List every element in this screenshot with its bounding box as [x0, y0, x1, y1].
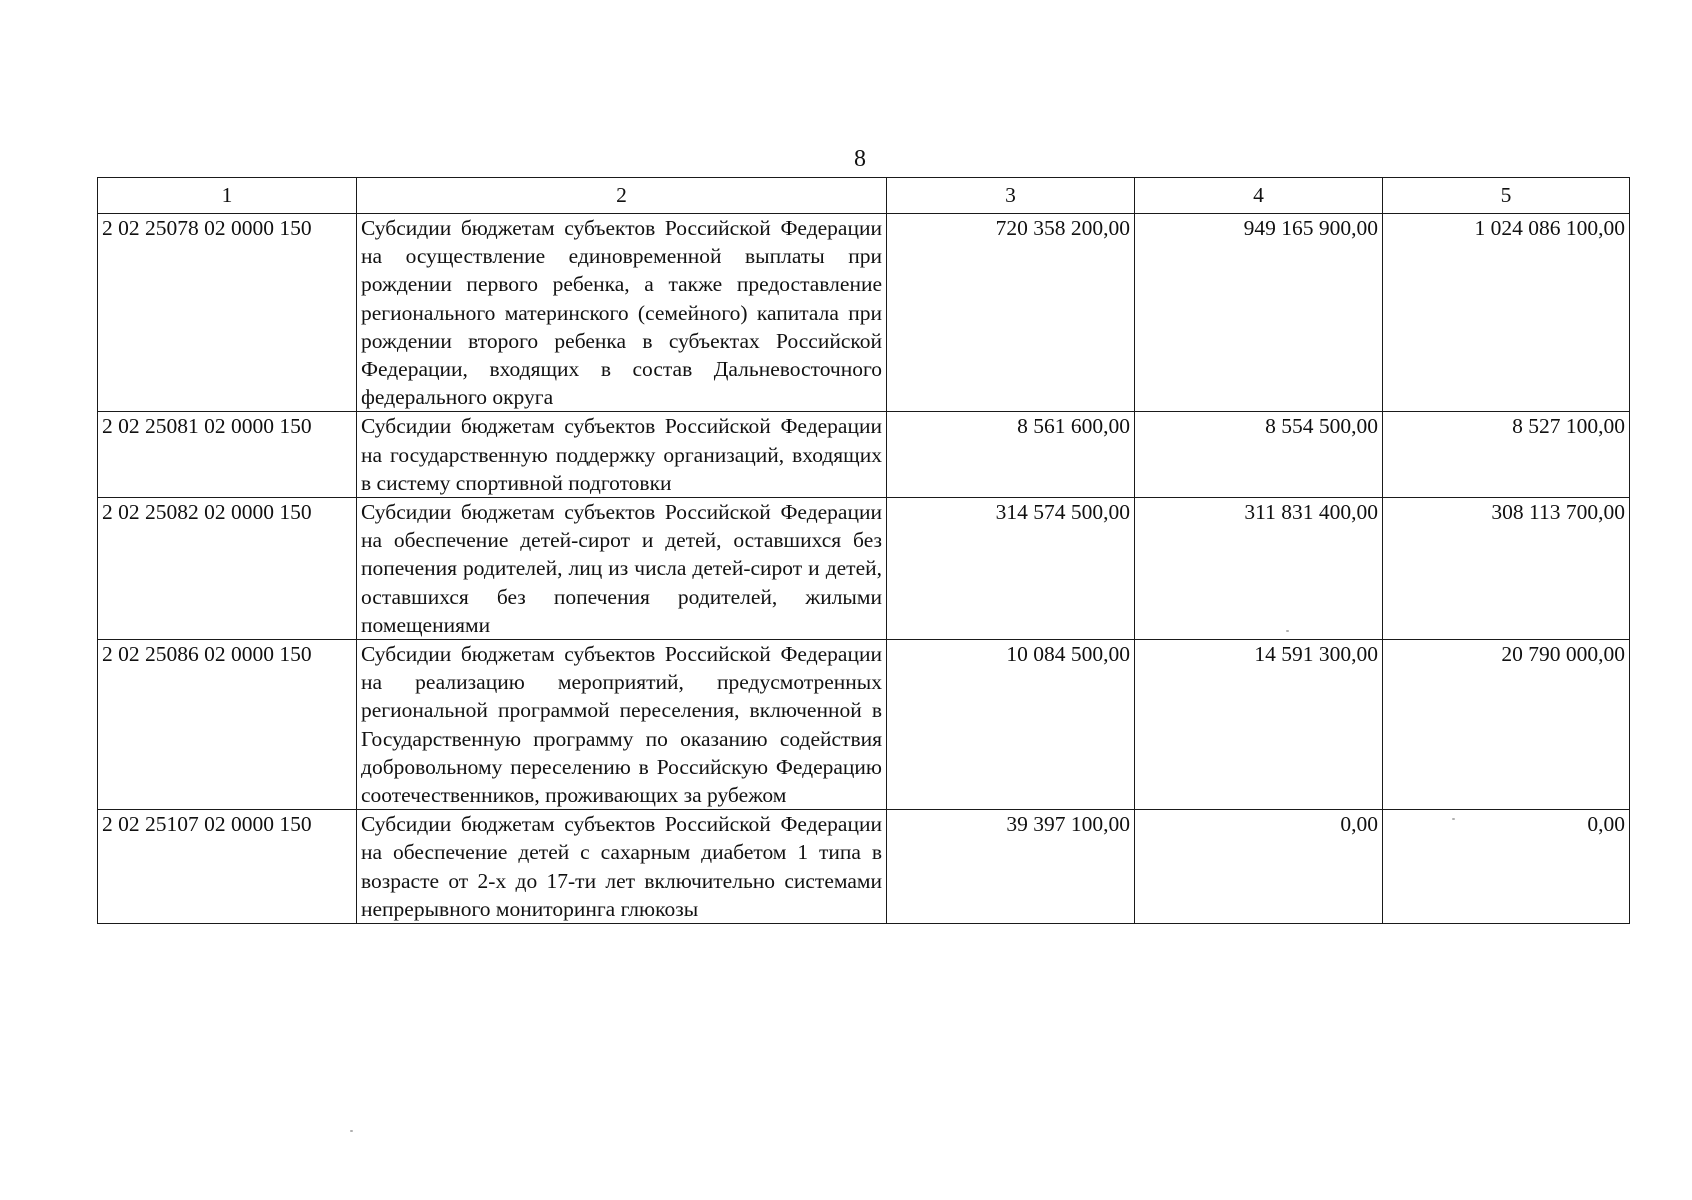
- row-amount-col5: 1 024 086 100,00: [1383, 214, 1630, 412]
- budget-table: [97, 177, 1630, 924]
- row-amount-col4: 0,00: [1135, 810, 1383, 924]
- row-code: 2 02 25078 02 0000 150: [98, 214, 357, 412]
- row-amount-col5: 20 790 000,00: [1383, 640, 1630, 810]
- table-row: [98, 810, 1630, 924]
- column-header-2: 2: [357, 178, 887, 214]
- scan-speck: [350, 1130, 353, 1132]
- row-amount-col4: 14 591 300,00: [1135, 640, 1383, 810]
- column-header-1: 1: [98, 178, 357, 214]
- row-description: Субсидии бюджетам субъектов Российской Федерации на обеспечение детей-сирот и детей, оставшихся без попечения родителей, лиц из числа детей-сирот и детей, оставшихся без попечения родителей, жилыми помещениями: [357, 498, 887, 640]
- row-amount-col3: 39 397 100,00: [887, 810, 1135, 924]
- column-header-3: 3: [887, 178, 1135, 214]
- row-amount-col3: 314 574 500,00: [887, 498, 1135, 640]
- row-amount-col3: 10 084 500,00: [887, 640, 1135, 810]
- scan-speck: [1286, 630, 1289, 632]
- row-amount-col3: 8 561 600,00: [887, 412, 1135, 498]
- column-header-4: 4: [1135, 178, 1383, 214]
- row-amount-col3: 720 358 200,00: [887, 214, 1135, 412]
- table-header: [98, 178, 1630, 214]
- row-amount-col4: 8 554 500,00: [1135, 412, 1383, 498]
- row-amount-col5: 8 527 100,00: [1383, 412, 1630, 498]
- header-row: [98, 178, 1630, 214]
- table-row: [98, 412, 1630, 498]
- row-amount-col4: 311 831 400,00: [1135, 498, 1383, 640]
- table-row: [98, 214, 1630, 412]
- row-code: 2 02 25107 02 0000 150: [98, 810, 357, 924]
- table-body: [98, 214, 1630, 924]
- row-description: Субсидии бюджетам субъектов Российской Федерации на обеспечение детей с сахарным диабетом 1 типа в возрасте от 2-х до 17-ти лет включительно системами непрерывного мониторинга глюкозы: [357, 810, 887, 924]
- table-row: [98, 498, 1630, 640]
- row-description: Субсидии бюджетам субъектов Российской Федерации на государственную поддержку организаций, входящих в систему спортивной подготовки: [357, 412, 887, 498]
- row-code: 2 02 25081 02 0000 150: [98, 412, 357, 498]
- scan-speck: [1452, 818, 1455, 820]
- page-number: 8: [854, 146, 866, 172]
- row-code: 2 02 25086 02 0000 150: [98, 640, 357, 810]
- row-code: 2 02 25082 02 0000 150: [98, 498, 357, 640]
- row-amount-col5: 0,00: [1383, 810, 1630, 924]
- row-description: Субсидии бюджетам субъектов Российской Федерации на реализацию мероприятий, предусмотренных региональной программой переселения, включенной в Государственную программу по оказанию содействия добровольному переселению в Российскую Федерацию соотечественников, проживающих за рубежом: [357, 640, 887, 810]
- column-header-5: 5: [1383, 178, 1630, 214]
- row-description: Субсидии бюджетам субъектов Российской Федерации на осуществление единовременной выплаты при рождении первого ребенка, а также предоставление регионального материнского (семейного) капитала при рождении второго ребенка в субъектах Российской Федерации, входящих в состав Дальневосточного федерального округа: [357, 214, 887, 412]
- table-row: [98, 640, 1630, 810]
- row-amount-col4: 949 165 900,00: [1135, 214, 1383, 412]
- row-amount-col5: 308 113 700,00: [1383, 498, 1630, 640]
